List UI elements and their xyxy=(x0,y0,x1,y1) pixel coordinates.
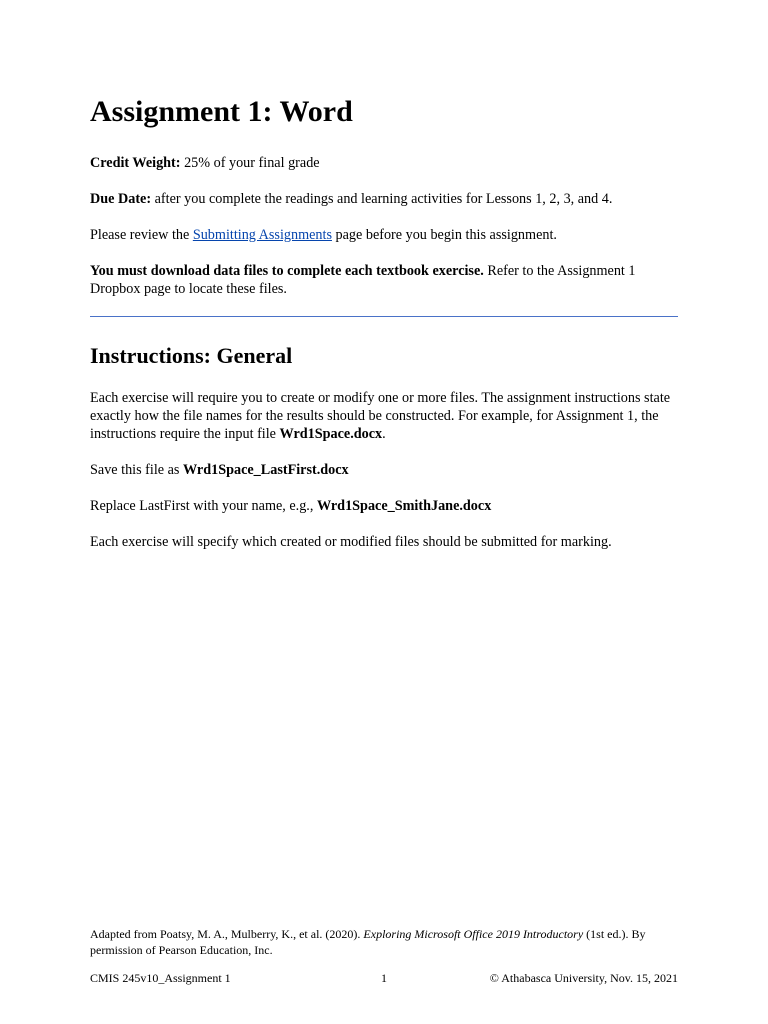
page-title: Assignment 1: Word xyxy=(90,95,353,128)
input-file-name: Wrd1Space.docx xyxy=(279,426,383,442)
footer-copyright: © Athabasca University, Nov. 15, 2021 xyxy=(489,971,678,985)
download-notice xyxy=(90,262,678,298)
download-notice-bold: You must download data files to complete each textbook exercise. xyxy=(90,263,484,279)
instructions-paragraph-1 xyxy=(90,389,678,443)
credit-weight-label: Credit Weight: xyxy=(90,155,181,171)
review-line xyxy=(90,226,678,244)
footer-page-number: 1 xyxy=(381,971,387,985)
section-heading: Instructions: General xyxy=(90,343,293,368)
instructions-paragraph-2-text: Save this file as xyxy=(90,462,183,478)
save-file-name: Wrd1Space_LastFirst.docx xyxy=(183,462,349,478)
footer-attribution-before: Adapted from Poatsy, M. A., Mulberry, K., et al. (2020). xyxy=(90,927,364,941)
footer-attribution-after: (1st ed.). By permission of Pearson Education, Inc. xyxy=(90,927,646,957)
submitting-assignments-link[interactable]: Submitting Assignments xyxy=(192,227,332,243)
due-date-line xyxy=(90,190,678,208)
footer-book-title: Exploring Microsoft Office 2019 Introductory xyxy=(363,927,584,941)
review-text-before: Please review the xyxy=(90,227,193,243)
footer-course-code: CMIS 245v10_Assignment 1 xyxy=(90,971,231,985)
review-text-after: page before you begin this assignment. xyxy=(331,227,557,243)
instructions-paragraph-3 xyxy=(90,497,678,515)
due-date-value: after you complete the readings and learning activities for Lessons 1, 2, 3, and 4. xyxy=(151,191,613,207)
page-footer xyxy=(90,926,678,986)
due-date-label: Due Date: xyxy=(90,191,152,207)
footer-attribution xyxy=(90,926,678,958)
instructions-paragraph-4: Each exercise will specify which created or modified files should be submitted for marking. xyxy=(90,534,612,550)
instructions-paragraph-2 xyxy=(90,461,678,479)
credit-weight-value: 25% of your final grade xyxy=(180,155,320,171)
download-notice-rest: Refer to the Assignment 1 Dropbox page to locate these files. xyxy=(90,263,636,297)
credit-weight-line xyxy=(90,154,678,172)
instructions-paragraph-1-end: . xyxy=(382,426,386,442)
example-file-name: Wrd1Space_SmithJane.docx xyxy=(316,498,492,514)
horizontal-divider xyxy=(90,316,678,317)
document-body xyxy=(90,92,678,569)
footer-row xyxy=(90,970,678,986)
instructions-paragraph-3-text: Replace LastFirst with your name, e.g., xyxy=(90,498,317,514)
instructions-paragraph-1-text: Each exercise will require you to create or modify one or more files. The assignment instructions state exactly how the file names for the results should be constructed. For example, for Assignment 1, the instructions require the input file xyxy=(90,390,671,442)
